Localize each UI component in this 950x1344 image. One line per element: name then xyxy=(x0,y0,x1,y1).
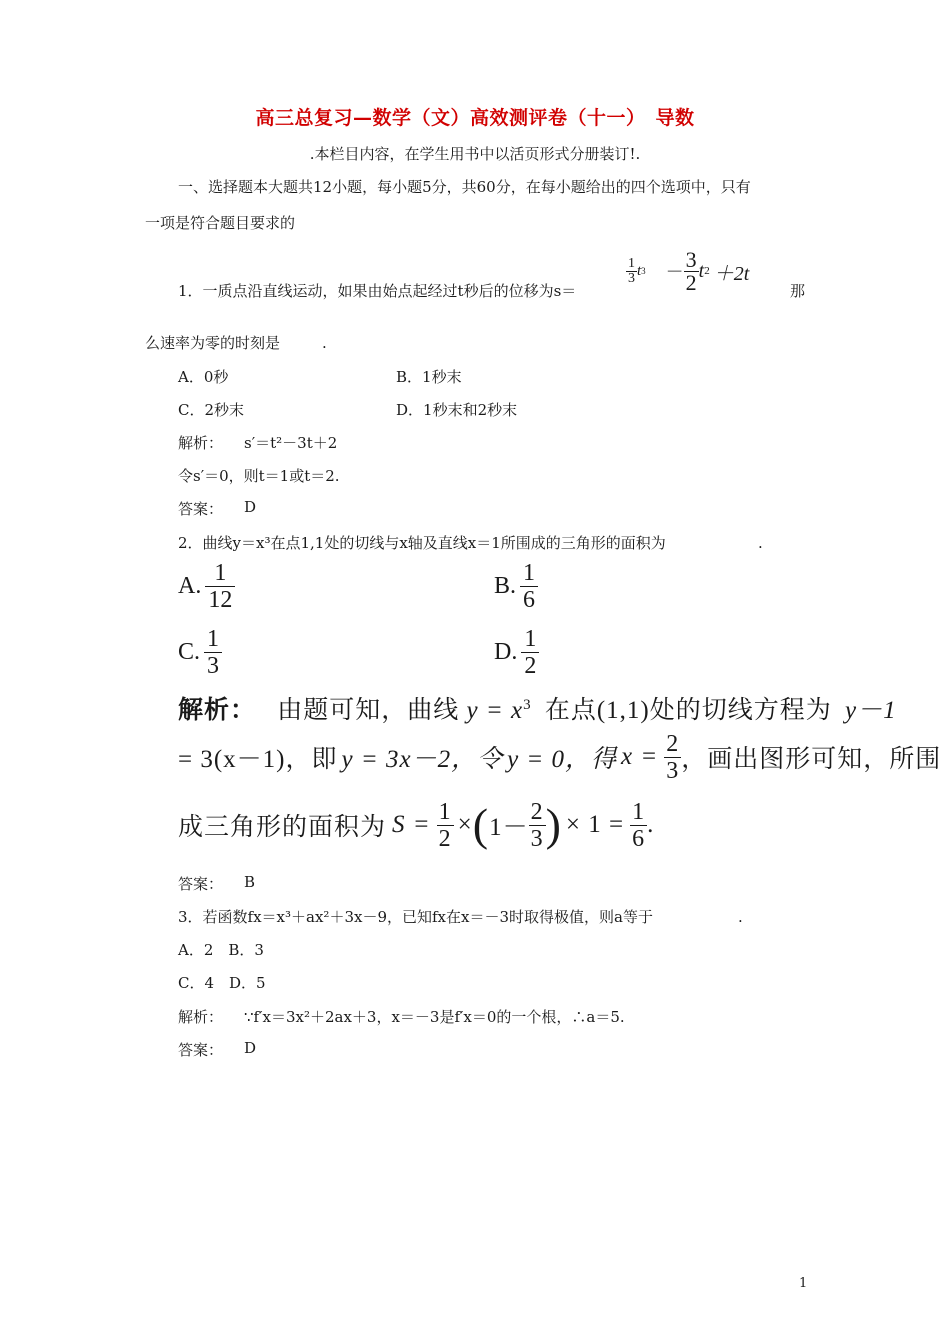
q2-answer-label: 答案： xyxy=(178,875,224,893)
q3-stem: 3．若函数fx＝x³＋ax²＋3x－9，已知fx在x＝－3时取得极值，则a等于 xyxy=(178,908,653,926)
q2-option-a: A. $\frac{1}{12}$ xyxy=(178,560,235,613)
q1-stem-end: 那 xyxy=(790,282,806,300)
q2-option-d: D. $\frac{1}{2}$ xyxy=(494,626,539,679)
q2-stem: 2．曲线y＝x³在点1,1处的切线与x轴及直线x＝1所围成的三角形的面积为 xyxy=(178,534,666,552)
q1-option-d: D．1秒末和2秒末 xyxy=(396,401,518,419)
q3-answer-label: 答案： xyxy=(178,1041,224,1059)
q3-options-line2: C．4 D．5 xyxy=(178,974,266,992)
q1-option-c: C．2秒末 xyxy=(178,401,245,419)
q2-blank: . xyxy=(758,534,763,552)
q2-option-c: C. $\frac{1}{3}$ xyxy=(178,626,222,679)
q1-formula-frac2: $\frac{3}{2}$ xyxy=(685,246,697,295)
q2-answer: B xyxy=(244,873,256,891)
q2-option-b: B. $\frac{1}{6}$ xyxy=(494,560,538,613)
q3-answer: D xyxy=(244,1039,257,1057)
q1-stem: 1．一质点沿直线运动，如果由始点起经过t秒后的位移为s＝ xyxy=(178,282,577,300)
q2-solution-line3: 成三角形的面积为 S = $\frac{1}{2}$ × ( 1－ $\frac{2}{3}$ ) × 1 = $\frac{1}{6}$ . xyxy=(178,798,655,852)
q1-formula-frac1: $\frac{1}{3}$ xyxy=(628,255,635,286)
q1-stem-line2: 么速率为零的时刻是 xyxy=(145,334,281,352)
q1-blank: . xyxy=(322,334,327,352)
q2-solution-line2: = 3(x－1)，即 y = 3x－2，令 y = 0，得 x = $\frac{2}{3}$ ，画出图形可知，所围 xyxy=(178,730,942,784)
section-heading-line1: 一、选择题本大题共12小题，每小题5分，共60分，在每小题给出的四个选项中，只有 xyxy=(178,178,751,196)
q1-answer-label: 答案： xyxy=(178,500,224,518)
page-number: 1 xyxy=(799,1276,808,1291)
q1-option-a: A．0秒 xyxy=(178,368,229,386)
page-title: 高三总复习—数学（文）高效测评卷（十一） 导数 xyxy=(255,107,695,129)
q3-solution-label: 解析： xyxy=(178,1008,224,1026)
binding-note: .本栏目内容，在学生用书中以活页形式分册装订!. xyxy=(309,145,641,163)
q3-solution: ∵f′x＝3x²＋2ax＋3，x＝－3是f′x＝0的一个根，∴a＝5. xyxy=(244,1008,625,1026)
q1-solution-line2: 令s′＝0，则t＝1或t＝2. xyxy=(178,467,340,485)
q1-answer: D xyxy=(244,498,257,516)
q1-solution-label: 解析： xyxy=(178,434,224,452)
q1-displacement-formula: $\frac{1}{3}$ t 3 － $\frac{3}{2}$ t 2 ＋2t xyxy=(628,246,750,295)
section-heading-line2: 一项是符合题目要求的 xyxy=(145,214,296,232)
q2-solution-line1: 解析： 由题可知，曲线 $y = x^3$ 在点(1,1)处的切线方程为 y－1 xyxy=(178,697,897,724)
q1-solution-line1: s′＝t²－3t＋2 xyxy=(244,434,338,452)
q1-option-b: B．1秒末 xyxy=(396,368,462,386)
q3-options-line1: A．2 B．3 xyxy=(178,941,264,959)
q3-blank: . xyxy=(738,908,743,926)
